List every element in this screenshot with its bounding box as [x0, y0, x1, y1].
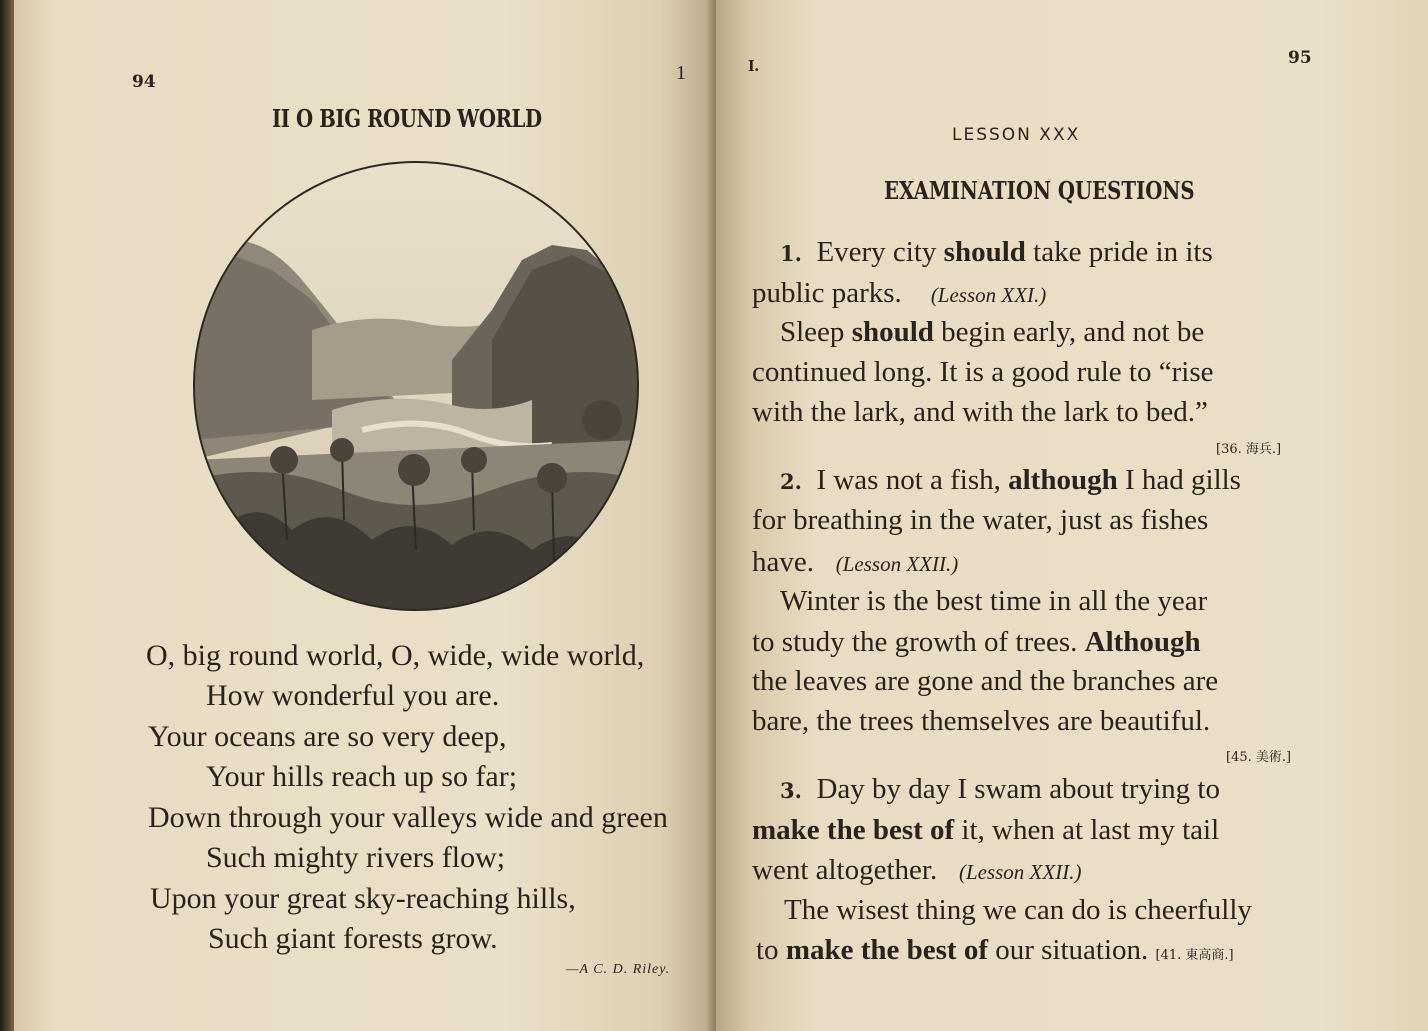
q2-line-3: have. (Lesson XXII.): [752, 546, 959, 578]
q2-number: 2.: [780, 469, 802, 494]
poem-line-1: O, big round world, O, wide, wide world,: [146, 639, 645, 672]
q1-number: 1.: [780, 241, 802, 266]
poem-title: II O BIG ROUND WORLD: [272, 104, 542, 133]
exam-title: EXAMINATION QUESTIONS: [884, 176, 1195, 205]
q1-line-4: continued long. It is a good rule to “rise: [752, 356, 1214, 388]
poem-line-7: Upon your great sky-reaching hills,: [150, 882, 576, 915]
q2-line-6: the leaves are gone and the branches are: [752, 665, 1219, 697]
keyword-although: although: [1008, 464, 1118, 496]
right-page-number: 95: [1288, 48, 1312, 68]
q2-lesson-ref: (Lesson XXII.): [835, 552, 959, 576]
left-page: [14, 0, 716, 1031]
q3-source: [41. 東高商.]: [1155, 948, 1234, 963]
keyword-should: should: [943, 236, 1026, 268]
keyword-make-the-best-of: make the best of: [752, 814, 955, 846]
landscape-illustration: [192, 160, 640, 612]
q1-lesson-ref: (Lesson XXI.): [930, 283, 1047, 307]
q3-line-3: went altogether. (Lesson XXII.): [752, 854, 1082, 886]
q2-line-2: for breathing in the water, just as fishes: [752, 504, 1209, 536]
q1-line-5: with the lark, and with the lark to bed.”: [752, 396, 1208, 428]
q3-line-2: make the best of it, when at last my tail: [752, 814, 1220, 846]
q3-number: 3.: [780, 778, 802, 803]
q3-line-1: 3. Day by day I swam about trying to: [780, 773, 1220, 805]
q3-lesson-ref: (Lesson XXII.): [958, 860, 1082, 884]
q2-line-4: Winter is the best time in all the year: [780, 585, 1208, 617]
q3-line-5: to make the best of our situation. [41. 東高商.]: [756, 934, 1234, 966]
q2-source: [45. 美術.]: [1226, 750, 1292, 765]
section-mark: I.: [748, 56, 759, 75]
poem-line-6: Such mighty rivers flow;: [206, 841, 506, 874]
poem-line-2: How wonderful you are.: [206, 679, 500, 712]
q3-line-4: The wisest thing we can do is cheerfully: [784, 894, 1252, 926]
poem-line-4: Your hills reach up so far;: [206, 760, 518, 793]
margin-mark: 1: [676, 62, 686, 84]
lesson-heading: LESSON XXX: [952, 125, 1081, 145]
q1-source: [36. 海兵.]: [1216, 442, 1282, 457]
q2-line-1: 2. I was not a fish, although I had gills: [780, 464, 1241, 496]
q2-line-5: to study the growth of trees. Although: [752, 626, 1201, 658]
right-page: [716, 0, 1428, 1031]
left-page-number: 94: [132, 72, 156, 92]
q1-line-3: Sleep should begin early, and not be: [780, 316, 1205, 348]
poem-attribution: —A C. D. Riley.: [566, 962, 671, 977]
poem-line-5: Down through your valleys wide and green: [148, 801, 668, 834]
poem-line-8: Such giant forests grow.: [208, 922, 498, 955]
q2-line-7: bare, the trees themselves are beautiful.: [752, 705, 1211, 737]
q1-line-1: 1. Every city should take pride in its: [780, 236, 1213, 268]
poem-line-3: Your oceans are so very deep,: [148, 720, 507, 753]
q1-line-2: public parks. (Lesson XXI.): [752, 277, 1047, 309]
